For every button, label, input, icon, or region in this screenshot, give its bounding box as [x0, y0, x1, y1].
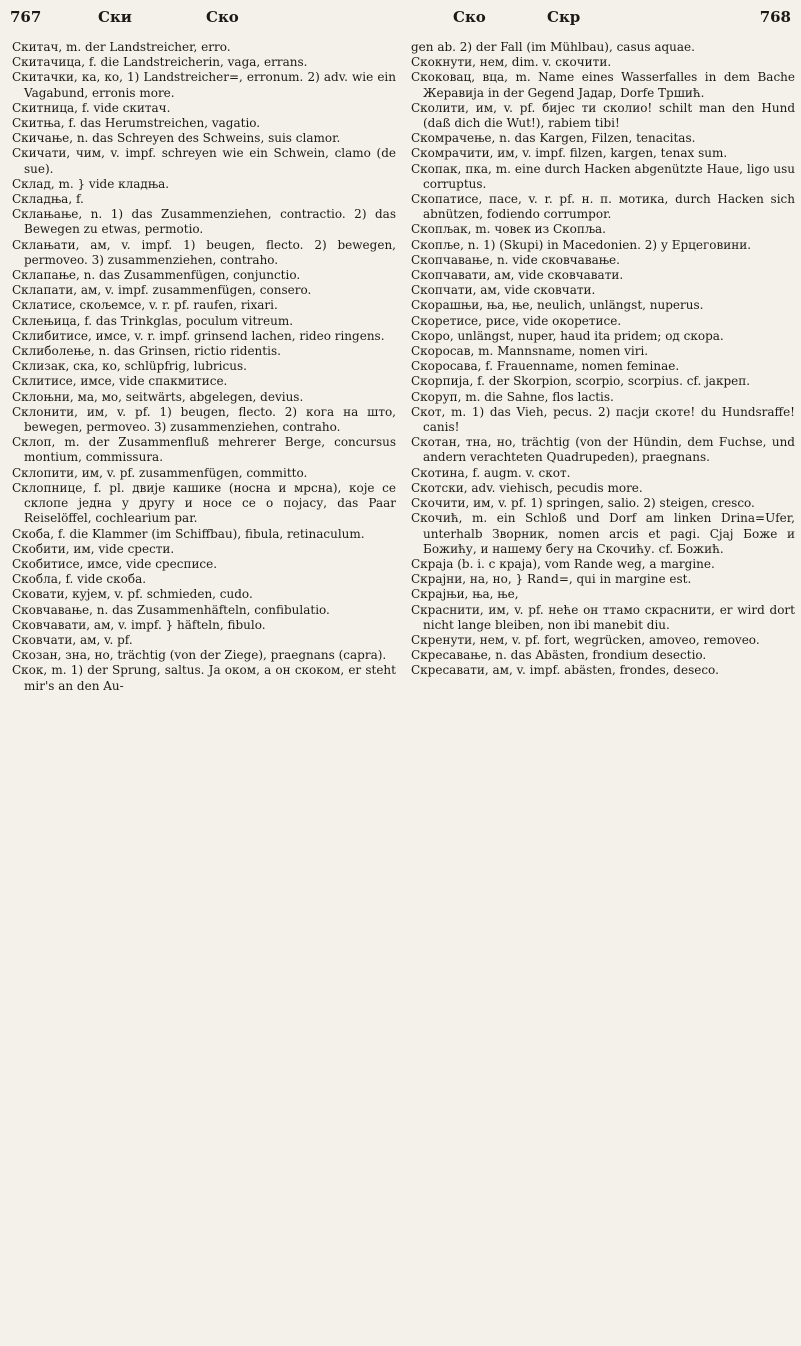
dictionary-entry: Скокнути, нем, dim. v. скочити.: [411, 55, 612, 70]
dictionary-entry: Скичање, n. das Schreyen des Schweins, suis clamor.: [12, 131, 341, 146]
dictionary-entry: Скопатисе, пасе, v. r. pf. н. п. мотика, durch Hacken sich abnützen, fodiendo corrumpor.: [411, 192, 795, 222]
dictionary-entry: Склатисе, скољемсе, v. r. pf. raufen, rixari.: [12, 298, 278, 313]
dictionary-entry: Склизак, ска, ко, schlüpfrig, lubricus.: [12, 359, 247, 374]
dictionary-entry: Склапање, n. das Zusammenfügen, conjunctio.: [12, 268, 301, 283]
dictionary-entry: Скопчавање, n. vide сковчавање.: [411, 252, 620, 267]
dictionary-entry: Скитачки, ка, ко, 1) Landstreicher=, erronum. 2) adv. wie ein Vagabund, erronis more.: [12, 70, 396, 100]
left-column: [12, 40, 396, 694]
dictionary-entry: Складња, f.: [12, 192, 84, 207]
dictionary-entry: Скобити, им, vide срести.: [12, 541, 175, 556]
dictionary-entry: Скобитисе, имсе, vide сресписе.: [12, 556, 218, 571]
dictionary-entry: Скоба, f. die Klammer (im Schiffbau), fibula, retinaculum.: [12, 526, 365, 541]
dictionary-entry: Скраснити, им, v. pf. неће он ттамо скраснити, er wird dort nicht lange bleiben, non ibi manebit diu.: [411, 602, 795, 632]
dictionary-entry: Скоро, unlängst, nuper, haud ita pridem; од скора.: [411, 328, 724, 343]
dictionary-entry: Склопити, им, v. pf. zusammenfügen, committo.: [12, 465, 308, 480]
dictionary-entry: Скочић, m. ein Schloß und Dorf am linken Drina=Ufer, unterhalb Зворник, nomen arcis et pagi. Сјај Боже и Божићу, и нашему бегу на Скочићу. cf. Божић.: [411, 511, 795, 556]
dictionary-entry: Скоросав, m. Mannsname, nomen viri.: [411, 344, 649, 359]
dictionary-entry: Скоросава, f. Frauenname, nomen feminae.: [411, 359, 680, 374]
guide-word-right-2: Скр: [547, 8, 581, 26]
dictionary-entry: Скресавати, ам, v. impf. abästen, frondes, deseco.: [411, 663, 719, 678]
dictionary-entry: Скитница, f. vide скитач.: [12, 100, 171, 115]
dictionary-entry: Скотина, f. augm. v. скот.: [411, 465, 571, 480]
dictionary-entry: Сковчати, ам, v. pf.: [12, 632, 133, 647]
dictionary-entry: Скопак, пка, m. eine durch Hacken abgenützte Haue, ligo usu corruptus.: [411, 161, 795, 191]
dictionary-entry: Сколити, им, v. pf. бијес ти сколио! schilt man den Hund (daß dich die Wut!), rabiem tibi!: [411, 100, 795, 131]
dictionary-entry: Скоковац, вца, m. Name eines Wasserfalles in dem Bache Жеравија in der Gegend Јадар, Dorfe Тршић.: [411, 70, 795, 100]
dictionary-entry: Скраја (b. i. с краја), vom Rande weg, a margine.: [411, 556, 715, 571]
dictionary-entry: Сковати, кујем, v. pf. schmieden, cudo.: [12, 587, 253, 602]
dictionary-entry: Скорашњи, ња, ње, neulich, unlängst, nuperus.: [411, 298, 704, 313]
dictionary-entry: Склањати, ам, v. impf. 1) beugen, flecto. 2) bewegen, permoveo. 3) zusammenziehen, contraho.: [12, 237, 396, 267]
dictionary-entry: Склоњни, ма, мо, seitwärts, abgelegen, devius.: [12, 389, 304, 404]
page-number-left: 767: [10, 8, 42, 26]
dictionary-entry: Скочити, им, v. pf. 1) springen, salio. 2) steigen, cresco.: [411, 496, 755, 511]
dictionary-entry: Скопље, n. 1) (Skupi) in Macedonien. 2) у Ерцеговини.: [411, 237, 752, 252]
dictionary-entry: Сковчавати, ам, v. impf. } häfteln, fibulo.: [12, 617, 266, 632]
dictionary-entry: Скоруп, m. die Sahne, flos lactis.: [411, 389, 614, 404]
running-header: [10, 6, 791, 36]
dictionary-entry: Скресавање, n. das Abästen, frondium desectio.: [411, 648, 707, 663]
dictionary-entry: Скок, m. 1) der Sprung, saltus. Ја оком, а он скоком, er steht mir's an den Au-: [12, 663, 396, 693]
dictionary-entry: Скот, m. 1) das Vieh, pecus. 2) пасји скоте! du Hundsraffe! canis!: [411, 404, 795, 435]
dictionary-entry: Склонити, им, v. pf. 1) beugen, flecto. 2) кога на што, bewegen, permoveo. 3) zusammenziehen, contraho.: [12, 404, 396, 435]
page-number-right: 768: [759, 8, 791, 26]
dictionary-entry: Скопчавати, ам, vide сковчавати.: [411, 268, 624, 283]
dictionary-entry: Скрајњи, ња, ње,: [411, 587, 519, 602]
dictionary-entry: Склитисе, имсе, vide спакмитисе.: [12, 374, 228, 389]
dictionary-entry: Склењица, f. das Trinkglas, poculum vitreum.: [12, 313, 294, 328]
right-column: [411, 40, 795, 679]
dictionary-entry: Скопчати, ам, vide сковчати.: [411, 283, 596, 298]
dictionary-entry: Скотски, adv. viehisch, pecudis more.: [411, 480, 643, 495]
guide-word-left-1: Ски: [98, 8, 132, 26]
dictionary-entry: Склопнице, f. pl. двије кашике (носна и мрсна), које се склопе једна у другу и носе се о појасу, das Paar Reiselöffel, cochlearium par.: [12, 480, 396, 526]
dictionary-entry: Скрајни, на, но, } Rand=, qui in margine est.: [411, 572, 692, 587]
dictionary-entry: Скозан, зна, но, trächtig (von der Ziege), praegnans (capra).: [12, 648, 387, 663]
dictionary-entry: Склибитисе, имсе, v. r. impf. grinsend lachen, rideo ringens.: [12, 328, 385, 343]
dictionary-entry: Склиболење, n. das Grinsen, rictio ridentis.: [12, 344, 281, 359]
dictionary-entry: Скоретисе, рисе, vide окоретисе.: [411, 313, 622, 328]
dictionary-entry: Скитња, f. das Herumstreichen, vagatio.: [12, 116, 261, 131]
dictionary-entry: gen ab. 2) der Fall (im Mühlbau), casus aquae.: [411, 40, 695, 54]
dictionary-entry: Скитач, m. der Landstreicher, erro.: [12, 40, 231, 54]
dictionary-entry: Склањање, n. 1) das Zusammenziehen, contractio. 2) das Bewegen zu etwas, permotio.: [12, 207, 396, 237]
dictionary-entry: Скренути, нем, v. pf. fort, wegrücken, amoveo, removeo.: [411, 632, 760, 647]
dictionary-entry: Склоп, m. der Zusammenfluß mehrerer Berge, concursus montium, commissura.: [12, 435, 396, 465]
dictionary-entry: Скомрачити, им, v. impf. filzen, kargen, tenax sum.: [411, 146, 728, 161]
dictionary-entry: Сковчавање, n. das Zusammenhäfteln, confibulatio.: [12, 602, 330, 617]
dictionary-entry: Скорпија, f. der Skorpion, scorpio, scorpius. cf. јакреп.: [411, 374, 751, 389]
dictionary-entry: Скопљак, m. човек из Скопља.: [411, 222, 606, 237]
dictionary-entry: Скичати, чим, v. impf. schreyen wie ein Schwein, clamo (de sue).: [12, 146, 396, 176]
dictionary-entry: Скитачица, f. die Landstreicherin, vaga, errans.: [12, 55, 308, 70]
dictionary-entry: Склад, m. } vide кладња.: [12, 176, 170, 191]
guide-word-right-1: Ско: [453, 8, 486, 26]
dictionary-entry: Скомрачење, n. das Kargen, Filzen, tenacitas.: [411, 131, 696, 146]
dictionary-entry: Склапати, ам, v. impf. zusammenfügen, consero.: [12, 283, 312, 298]
dictionary-entry: Скотан, тна, но, trächtig (von der Hündin, dem Fuchse, und andern verachteten Quadrupeden), praegnans.: [411, 435, 795, 465]
dictionary-entry: Скобла, f. vide скоба.: [12, 572, 147, 587]
guide-word-left-2: Ско: [206, 8, 239, 26]
